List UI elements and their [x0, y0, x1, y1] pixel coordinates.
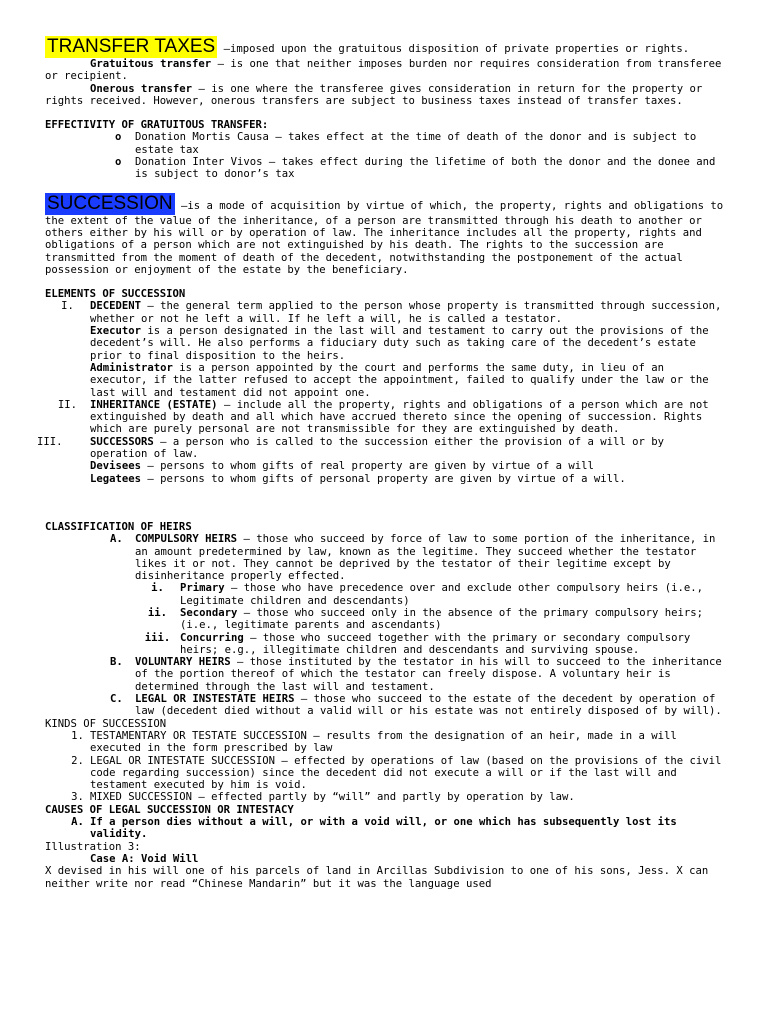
kind-item: 3. MIXED SUCCESSION – effected partly by “will” and partly by operation by law. — [71, 791, 575, 804]
case-text: X devised in his will one of his parcels of land in Arcillas Subdivision to one of his sons, Jess. X can neither write nor read “Chinese Mandarin” but it was the language used — [45, 865, 709, 890]
kinds-heading: KINDS OF SUCCESSION — [45, 717, 167, 730]
heir-subclass: i. Primary – those who have precedence over and exclude other compulsory heirs (i.e., Legitimate children and descendants) — [151, 582, 704, 607]
cause-item: A. If a person dies without a will, or with a void will, or one which has subsequently lost its validity. — [71, 816, 677, 841]
kind-item: 2. LEGAL OR INTESTATE SUCCESSION – effected by operations of law (based on the provisions of the civil code regarding succession) since the decedent did not execute a will or if the last will and testament executed by him is void. — [71, 754, 722, 792]
gratuitous-transfer-definition: Gratuitous transfer – is one that neither imposes burden nor requires consideration from transferee or recipient. — [45, 58, 722, 83]
onerous-transfer-definition: Onerous transfer – is one where the transferee gives consideration in return for the property or rights received. However, onerous transfers are subject to business taxes instead of transfer taxes. — [45, 82, 703, 107]
bullet-icon: o — [115, 131, 122, 144]
heir-class-legal: C. LEGAL OR INSTESTATE HEIRS – those who succeed to the estate of the decedent by operation of law (decedent died without a valid will or his estate was not entirely disposed of by will). — [110, 693, 722, 718]
element-item: Legatees – persons to whom gifts of personal property are given by virtue of a will. — [90, 472, 626, 485]
document-page — [37, 36, 725, 890]
classification-heading: CLASSIFICATION OF HEIRS — [45, 520, 192, 533]
succession-intro: SUCCESSION –is a mode of acquisition by virtue of which, the property, rights and obligations to the extent of the value of the inheritance, of a person are transmitted through his death to another or others either by his will or by operation of law. The inheritance includes all the property, rights and obligations of a person which are not extinguished by his death. The rights to the succession are transmitted from the moment of death of the decedent, notwithstanding the postponement of the actual possession or enjoyment of the estate by the beneficiary. — [45, 192, 724, 276]
bullet-icon: o — [115, 156, 122, 169]
element-item: Executor is a person designated in the last will and testament to carry out the provisions of the decedent’s will. He also performs a fiduciary duty such as taking care of the decedent’s estate prior to final disposition to the heirs. — [90, 325, 709, 362]
effectivity-item: o Donation Mortis Causa – takes effect at the time of death of the donor and is subject to estate tax — [115, 131, 697, 156]
element-item: I. DECEDENT – the general term applied to the person whose property is transmitted through succession, whether or not he left a will. If he left a will, he is called a testator. — [61, 300, 722, 325]
transfer-taxes-title: TRANSFER TAXES — [47, 36, 216, 57]
illustration-label: Illustration 3: — [45, 840, 141, 853]
kind-item: 1. TESTAMENTARY OR TESTATE SUCCESSION – results from the designation of an heir, made in a will executed in the form prescribed by law — [71, 729, 677, 755]
effectivity-item: o Donation Inter Vivos – takes effect during the lifetime of both the donor and the donee and is subject to donor’s tax — [115, 156, 716, 181]
succession-title: SUCCESSION — [47, 192, 173, 214]
element-item: Devisees – persons to whom gifts of real property are given by virtue of a will — [90, 460, 594, 473]
element-item: III. SUCCESSORS – a person who is called to the succession either the provision of a will or by operation of law. — [37, 435, 665, 461]
heir-class-voluntary: B. VOLUNTARY HEIRS – those instituted by the testator in his will to succeed to the inheritance of the portion thereof of which the testator can freely dispose. A voluntary heir is determined through the last will and testament. — [110, 656, 722, 693]
heir-subclass: iii. Concurring – those who succeed together with the primary or secondary compulsory heirs; e.g., illegitimate children and descendants and surviving spouse. — [144, 631, 691, 656]
case-title: Case A: Void Will — [90, 852, 199, 865]
transfer-taxes-intro: TRANSFER TAXES –imposed upon the gratuitous disposition of private properties or rights. — [47, 36, 690, 57]
effectivity-heading: EFFECTIVITY OF GRATUITOUS TRANSFER: — [45, 119, 269, 132]
heir-subclass: ii. Secondary – those who succeed only in the absence of the primary compulsory heirs; (i.e., legitimate parents and ascendants) — [147, 606, 703, 632]
heir-class-compulsory: A. COMPULSORY HEIRS – those who succeed by force of law to some portion of the inheritance, in an amount predetermined by law, known as the legitime. They succeed whether the testator likes it or not. They cannot be deprived by the testator of their legitime except by disinheritance properly effected. — [110, 533, 716, 583]
elements-heading: ELEMENTS OF SUCCESSION — [45, 288, 186, 301]
element-item: Administrator is a person appointed by the court and performs the same duty, in lieu of an executor, if the latter refused to accept the appointment, failed to qualify under the law or the last will and testament did not appoint one. — [90, 361, 709, 399]
causes-heading: CAUSES OF LEGAL SUCCESSION OR INTESTACY — [45, 803, 294, 816]
element-item: II. INHERITANCE (ESTATE) – include all the property, rights and obligations of a person which are not extinguished by death and all which have accrued thereto since the opening of succession. Rights which are purely personal are not transmissible for they are extinguished by death. — [57, 398, 709, 436]
